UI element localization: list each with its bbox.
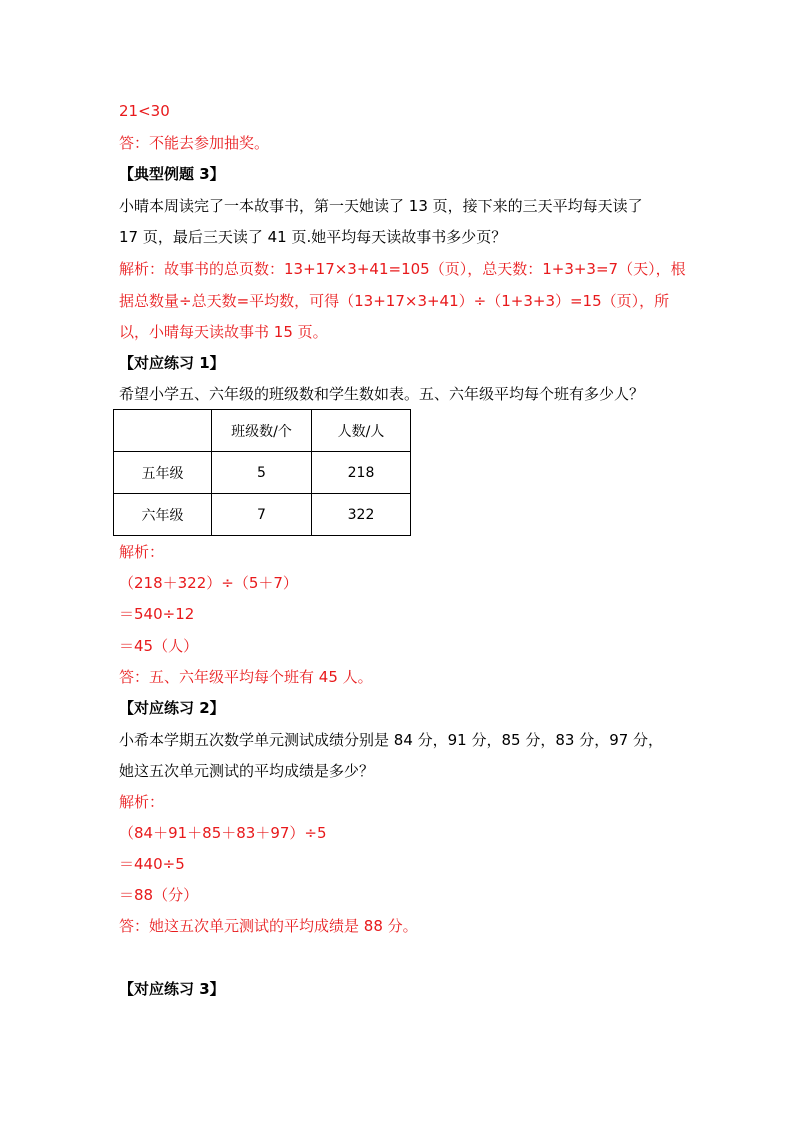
example-problem-line-1: 小晴本周读完了一本故事书，第一天她读了 13 页，接下来的三天平均每天读了 [119,197,643,215]
comparison-result: 21<30 [119,102,170,120]
practice1-step-1: （218＋322）÷（5＋7） [119,574,298,592]
practice1-analysis-label: 解析： [119,543,165,561]
table-cell: 六年级 [114,494,212,536]
practice2-problem-line-2: 她这五次单元测试的平均成绩是多少？ [119,762,375,780]
practice1-problem: 希望小学五、六年级的班级数和学生数如表。五、六年级平均每个班有多少人？ [119,385,645,403]
table-cell: 5 [212,452,312,494]
practice2-step-1: （84＋91＋85＋83＋97）÷5 [119,824,327,842]
table-header-cell: 人数/人 [312,410,411,452]
practice1-step-2: ＝540÷12 [119,605,195,623]
table-cell: 218 [312,452,411,494]
class-student-table [113,409,411,536]
practice2-problem-line-1: 小希本学期五次数学单元测试成绩分别是 84 分，91 分，85 分，83 分，97 分， [119,731,664,749]
practice1-answer: 答：五、六年级平均每个班有 45 人。 [119,668,373,686]
example-heading: 【典型例题 3】 [119,165,225,183]
example-analysis-line-1: 解析：故事书的总页数：13+17×3+41=105（页），总天数：1+3+3=7（天），根 [119,260,686,278]
practice2-heading: 【对应练习 2】 [119,699,225,717]
answer-text: 答：不能去参加抽奖。 [119,134,270,152]
table-cell: 322 [312,494,411,536]
table-cell: 五年级 [114,452,212,494]
table-row [114,452,411,494]
practice1-heading: 【对应练习 1】 [119,354,225,372]
practice2-step-2: ＝440÷5 [119,855,185,873]
table-cell: 7 [212,494,312,536]
table-header-cell: 班级数/个 [212,410,312,452]
example-analysis-line-2: 据总数量÷总天数=平均数，可得（13+17×3+41）÷（1+3+3）=15（页），所 [119,292,670,310]
example-analysis-line-3: 以，小晴每天读故事书 15 页。 [119,323,328,341]
practice2-analysis-label: 解析： [119,793,165,811]
table-header-row [114,410,411,452]
practice1-step-3: ＝45（人） [119,637,199,655]
table-header-cell [114,410,212,452]
table-row [114,494,411,536]
practice2-step-3: ＝88（分） [119,886,199,904]
example-problem-line-2: 17 页，最后三天读了 41 页.她平均每天读故事书多少页？ [119,228,507,246]
practice3-heading: 【对应练习 3】 [119,980,225,998]
practice2-answer: 答：她这五次单元测试的平均成绩是 88 分。 [119,917,418,935]
